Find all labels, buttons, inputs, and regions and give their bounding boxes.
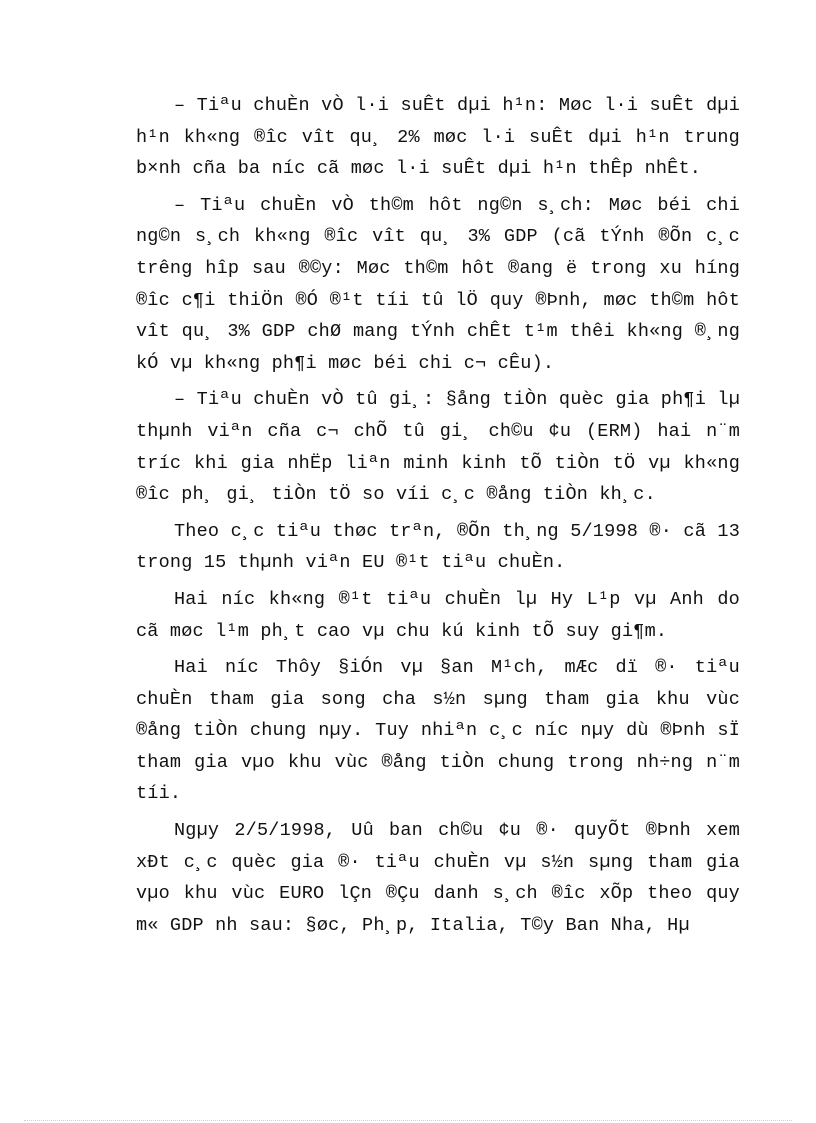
paragraph-greece-uk: Hai níc kh«ng ®¹t tiªu chuÈn lµ Hy L¹p vµ Anh do cã møc l¹m ph¸t cao vµ chu kú kinh tÕ suy gi¶m. [136, 588, 740, 642]
paragraph-euro-area-list: Ngµy 2/5/1998, Uû ban ch©u ¢u ®· quyÕt ®Þnh xem xÐt c¸c quèc gia ®· tiªu chuÈn vµ s½n sµng tham gia vµo khu vùc EURO lÇn ®Çu danh s¸ch ®îc xÕp theo quy m« GDP nh sau: §øc, Ph¸p, Italia, T©y Ban Nha, Hµ [136, 820, 740, 936]
paragraph-exchange-rate-criterion: – Tiªu chuÈn vÒ tû gi¸: §ång tiÒn quèc gia ph¶i lµ thµnh viªn cña c¬ chÕ tû gi¸ ch©u ¢u (ERM) hai n¨m tríc khi gia nhËp liªn minh kinh tÕ tiÒn tÖ vµ kh«ng ®îc ph¸ gi¸ tiÒn tÖ so víi c¸c ®ång tiÒn kh¸c. [136, 389, 740, 506]
page-bottom-border [24, 1120, 792, 1121]
paragraph-budget-deficit-criterion: – Tiªu chuÈn vÒ th©m hôt ng©n s¸ch: Møc béi chi ng©n s¸ch kh«ng ®îc vît qu¸ 3% GDP (cã tÝnh ®Õn c¸c trêng hîp sau ®©y: Møc th©m hôt ®ang ë trong xu híng ®îc c¶i thiÖn ®Ó ®¹t tíi tû lÖ quy ®Þnh, møc th©m hôt vît qu¸ 3% GDP chØ mang tÝnh chÊt t¹m thêi kh«ng ®¸ng kÓ vµ kh«ng ph¶i møc béi chi c¬ cÊu). [136, 194, 740, 374]
paragraph-eu-members-qualified: Theo c¸c tiªu thøc trªn, ®Õn th¸ng 5/1998 ®· cã 13 trong 15 thµnh viªn EU ®¹t tiªu chuÈn. [136, 520, 740, 574]
paragraph-interest-rate-criterion: – Tiªu chuÈn vÒ l·i suÊt dµi h¹n: Møc l·i suÊt dµi h¹n kh«ng ®îc vît qu¸ 2% møc l·i suÊt dµi h¹n trung b×nh cña ba níc cã møc l·i suÊt dµi h¹n thÊp nhÊt. [136, 95, 740, 180]
paragraph-sweden-denmark: Hai níc Thôy §iÓn vµ §an M¹ch, mÆc dï ®· tiªu chuÈn tham gia song cha s½n sµng tham gia khu vùc ®ång tiÒn chung nµy. Tuy nhiªn c¸c níc nµy dù ®Þnh sÏ tham gia vµo khu vùc ®ång tiÒn chung trong nh÷ng n¨m tíi. [136, 657, 740, 805]
body-text [136, 90, 740, 946]
